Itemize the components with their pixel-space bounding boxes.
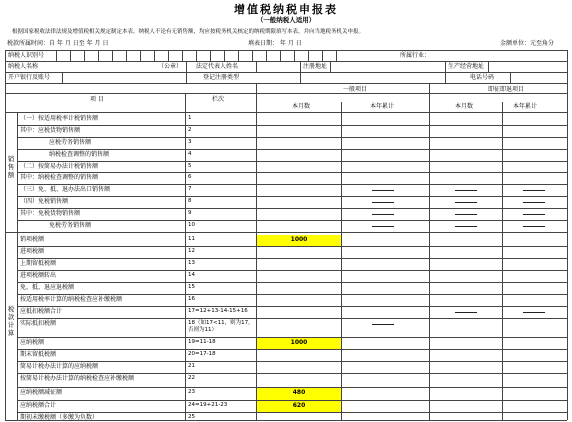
row-divider	[17, 161, 567, 162]
col-refund-year-total: 本年累计	[513, 103, 538, 110]
row-divider	[5, 232, 567, 233]
row-divider	[17, 196, 567, 197]
row-label: 免、抵、退应退税额	[20, 284, 75, 291]
row-divider	[5, 420, 567, 421]
row-divider	[17, 220, 567, 221]
col-refund-this-month: 本月数	[455, 103, 474, 110]
row-label: （三）免、抵、退办法出口销售额	[20, 186, 111, 193]
row-divider	[17, 137, 567, 138]
row-label: 应抵扣税额合计	[20, 308, 63, 315]
general-this-month-value[interactable]: 1000	[290, 339, 308, 346]
na-dash	[455, 202, 477, 203]
biz-address-label: 生产经营地址	[448, 63, 485, 70]
na-dash	[372, 190, 394, 191]
row-line-number: 5	[188, 163, 192, 169]
row-divider	[17, 184, 567, 185]
general-this-month-value[interactable]: 1000	[290, 236, 308, 243]
row-label: 其中：免税货物销售额	[20, 210, 81, 217]
row-line-number: 15	[188, 284, 195, 290]
row-divider	[17, 149, 567, 150]
legal-rep-label: 法定代表人姓名	[196, 63, 239, 70]
row-line-number: 16	[188, 296, 195, 302]
form-notice: 根据国家税收法律法规及增值税相关规定制定本表。纳税人不论有无销售额，均应按税务机关核定的纳税期限填写本表，并向当地税务机关申报。	[12, 29, 365, 35]
section-tax-calc: 税款计算	[7, 305, 15, 337]
row-divider	[17, 172, 567, 173]
row-label: 期初未缴税额（多缴为负数）	[20, 414, 99, 421]
amount-unit-label: 金额单位：元至角分	[500, 40, 555, 47]
row-label: 应纳税额减征额	[20, 389, 63, 396]
general-this-month-value[interactable]: 480	[292, 389, 306, 396]
row-label: 应纳税额	[20, 339, 45, 346]
seal-label: （公章）	[158, 63, 183, 70]
fill-date-label: 填表日期： 年 月 日	[248, 40, 302, 47]
row-divider	[17, 294, 567, 295]
general-this-month-value[interactable]: 620	[292, 402, 306, 409]
na-dash	[372, 226, 394, 227]
row-line-number: 2	[188, 127, 192, 133]
row-label: 按适用税率计算的纳税检查应补缴税额	[20, 296, 123, 303]
row-label: 上期留抵税额	[20, 260, 57, 267]
row-divider	[17, 306, 567, 307]
col-header-refund: 即征即退项目	[488, 86, 525, 93]
row-line-number: 12	[188, 248, 195, 254]
row-label: （一）按适用税率计税销售额	[20, 115, 99, 122]
taxpayer-name-label: 纳税人名称	[8, 63, 39, 70]
row-divider	[17, 349, 567, 350]
row-line-number: 24=19+21-23	[188, 402, 228, 408]
col-general-year-total: 本年累计	[370, 103, 395, 110]
row-label: 期末留抵税额	[20, 351, 57, 358]
na-dash	[523, 312, 545, 313]
row-divider	[17, 246, 567, 247]
row-label: 进项税额转出	[20, 272, 57, 279]
row-line-number: 23	[188, 389, 195, 395]
row-line-number: 13	[188, 260, 195, 266]
row-line-number: 9	[188, 210, 192, 216]
row-label: 应纳税额合计	[20, 402, 57, 409]
na-dash	[372, 202, 394, 203]
na-dash	[372, 324, 394, 325]
na-dash	[523, 202, 545, 203]
row-label: 其中：应税货物销售额	[20, 127, 81, 134]
row-label: 简易计税办法计算的应纳税额	[20, 363, 99, 370]
row-divider	[17, 125, 567, 126]
phone-label: 电话号码	[470, 74, 495, 81]
row-divider	[17, 258, 567, 259]
row-divider	[17, 412, 567, 413]
form-subtitle: （一般纳税人适用）	[256, 16, 316, 24]
row-label: 纳税检查调整的销售额	[49, 151, 110, 158]
section-sales: 销售额	[7, 155, 15, 179]
row-divider	[17, 373, 567, 374]
row-line-number: 6	[188, 174, 192, 180]
na-dash	[455, 190, 477, 191]
row-line-number: 3	[188, 139, 192, 145]
row-label: 销项税额	[20, 236, 45, 243]
col-header-general: 一般项目	[343, 86, 368, 93]
row-line-number: 10	[188, 222, 195, 228]
na-dash	[523, 214, 545, 215]
row-divider	[17, 270, 567, 271]
row-line-number: 17=12+13-14-15+16	[188, 308, 248, 314]
row-line-number: 22	[188, 375, 195, 381]
row-divider	[17, 361, 567, 362]
row-line-number: 25	[188, 414, 195, 420]
na-dash	[372, 214, 394, 215]
na-dash	[455, 226, 477, 227]
row-label: 实际抵扣税额	[20, 320, 57, 327]
row-label: 进项税额	[20, 248, 45, 255]
row-line-number: 19=11-18	[188, 339, 216, 345]
row-line-number: 20=17-18	[188, 351, 216, 357]
reg-type-label: 登记注册类型	[203, 74, 240, 81]
row-label: （四）免税销售额	[20, 198, 69, 205]
na-dash	[455, 312, 477, 313]
row-label: （二）按简易办法计税销售额	[20, 163, 99, 170]
bank-account-label: 开户银行及账号	[8, 74, 51, 81]
row-line-number: 7	[188, 186, 192, 192]
row-line-number: 4	[188, 151, 192, 157]
row-label: 应税劳务销售额	[49, 139, 92, 146]
col-header-item: 项 目	[90, 96, 104, 103]
taxpayer-id-label: 纳税人识别号	[8, 52, 45, 59]
row-line-number: 8	[188, 198, 192, 204]
reg-address-label: 注册地址	[303, 63, 328, 70]
industry-label: 所属行业：	[400, 52, 431, 59]
row-line-number: 11	[188, 236, 195, 242]
row-label: 其中：纳税检查调整的销售额	[20, 174, 99, 181]
na-dash	[455, 214, 477, 215]
row-line-number: 1	[188, 115, 192, 121]
tax-period-label: 税款所属时间：自 年 月 日至 年 月 日	[7, 40, 109, 47]
na-dash	[523, 226, 545, 227]
row-divider	[17, 318, 567, 319]
row-label: 按简易计税办法计算的纳税检查应补缴税额	[20, 375, 135, 382]
na-dash	[523, 190, 545, 191]
col-header-line: 栏次	[212, 96, 225, 103]
row-divider	[17, 208, 567, 209]
row-divider	[17, 282, 567, 283]
row-label: 免税劳务销售额	[49, 222, 92, 229]
row-line-number: 18（如17<11，则为17，否则为11）	[188, 320, 254, 333]
row-line-number: 21	[188, 363, 195, 369]
form-title: 增值税纳税申报表	[234, 3, 338, 16]
row-line-number: 14	[188, 272, 195, 278]
col-general-this-month: 本月数	[292, 103, 311, 110]
